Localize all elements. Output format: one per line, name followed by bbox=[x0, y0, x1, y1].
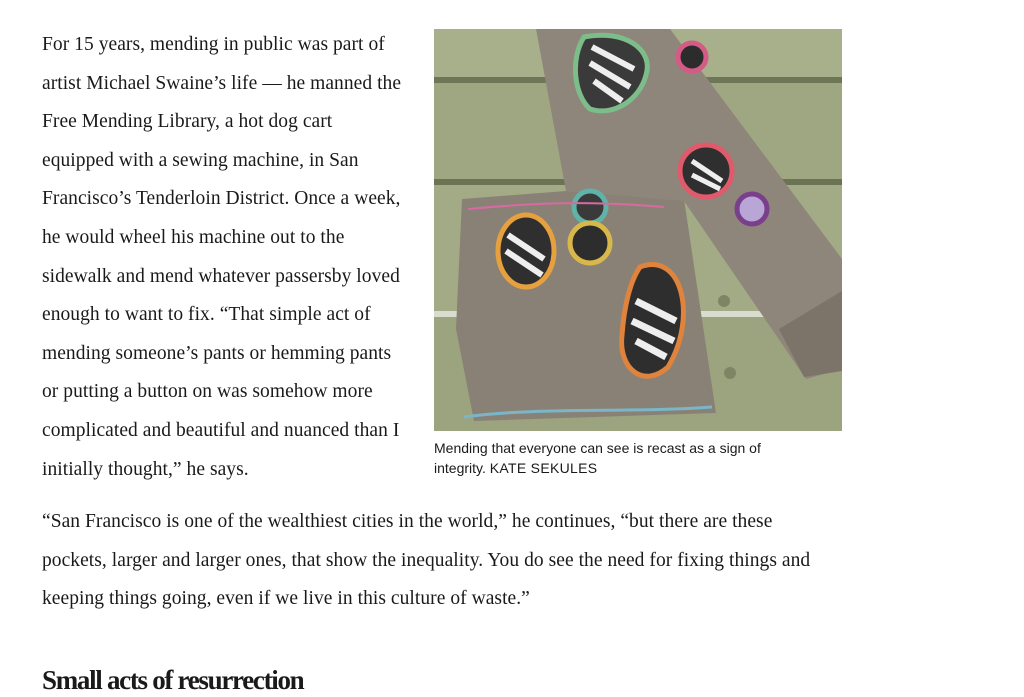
mended-scarf-photo[interactable] bbox=[434, 29, 842, 431]
article-body bbox=[42, 26, 842, 697]
caption-text: Mending that everyone can see is recast as a sign of integrity. bbox=[434, 440, 761, 476]
paragraph-inequality-quote: “San Francisco is one of the wealthiest cities in the world,” he continues, “but there are these pockets, larger and larger ones, that show the inequality. You do see the need for fixing things and keeping things going, even if we live in this culture of waste.” bbox=[42, 511, 811, 610]
figure-caption bbox=[434, 438, 814, 478]
article-figure bbox=[434, 29, 844, 478]
section-heading: Small acts of resurrection bbox=[42, 664, 304, 695]
paragraph-mending-library: For 15 years, mending in public was part of artist Michael Swaine’s life — he manned the Free Mending Library, a hot dog cart equipped with a sewing machine, in San Francisco’s Tenderloin District. Once a week, he would wheel his machine out to the sidewalk and mend whatever passersby loved enough to want to fix. “That simple act of mending someone’s pants or hemming pants or putting a button on was somehow more complicated and beautiful and nuanced than I initially thought,” he says. bbox=[42, 34, 402, 480]
photo-credit: KATE SEKULES bbox=[489, 460, 598, 476]
